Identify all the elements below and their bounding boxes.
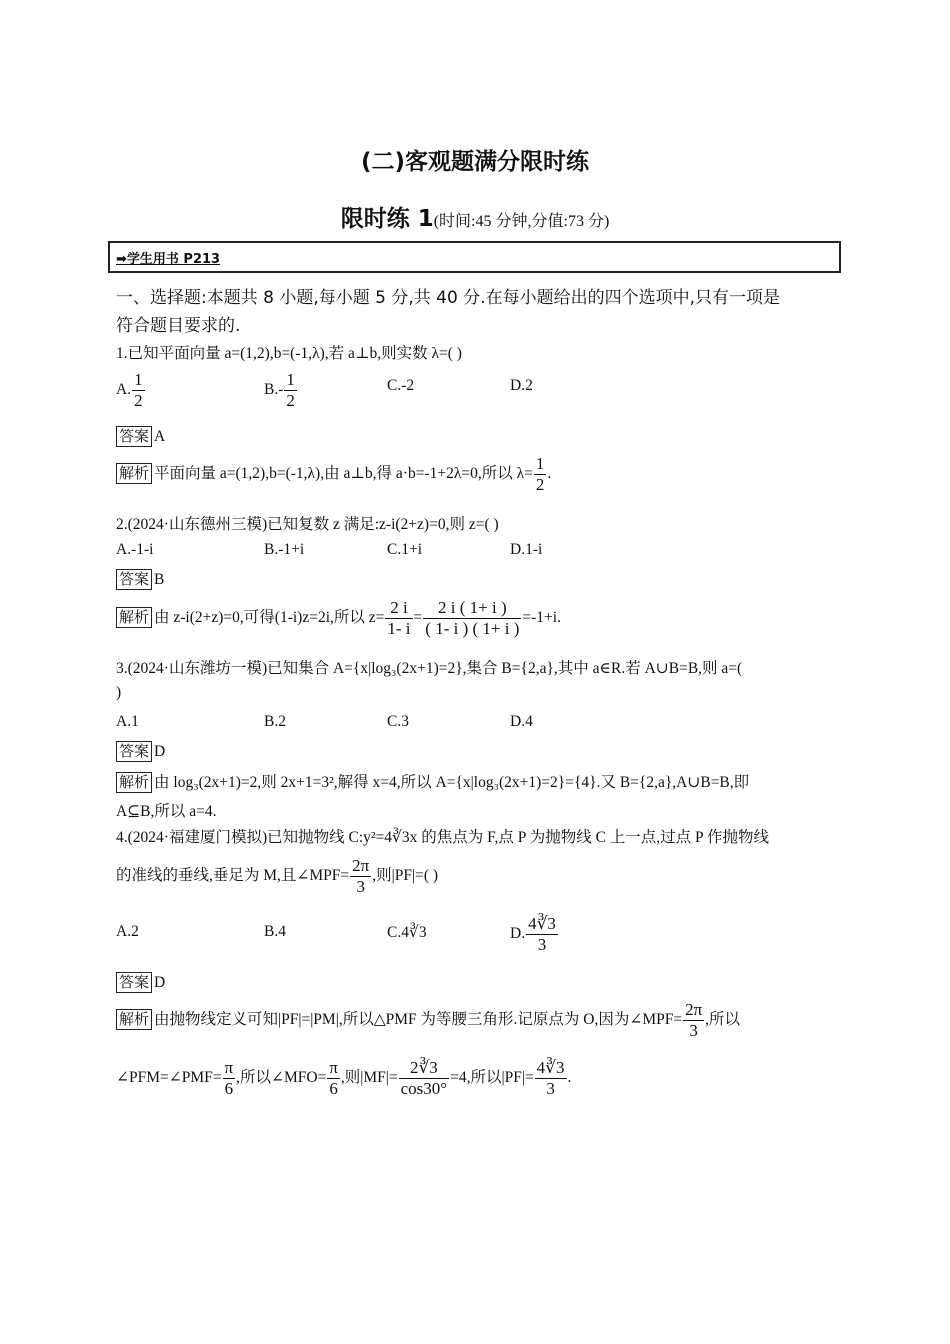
practice-meta: (时间:45 分钟,分值:73 分) xyxy=(433,213,610,230)
q4-option-d: D. $\frac{4∛3}{3}$ xyxy=(510,914,556,954)
q4-option-a: A.2 xyxy=(116,923,139,940)
q3-option-c: C.3 xyxy=(387,713,409,730)
student-book-ref: ➡学生用书 P213 xyxy=(116,252,221,267)
student-book-ref-box xyxy=(108,241,841,273)
q2-option-b: B.-1+i xyxy=(264,541,305,558)
q2-option-c: C.1+i xyxy=(387,541,423,558)
practice-title-row xyxy=(0,200,950,233)
q1-option-b: B.- $\frac{1}{2}$ xyxy=(264,370,295,410)
q4-stem-line2: 的准线的垂线,垂足为 M,且∠MPF= $\frac{2\pi}{3}$ ,则|PF|=( ) xyxy=(116,856,439,896)
q3-option-d: D.4 xyxy=(510,713,533,730)
q4-option-b: B.4 xyxy=(264,923,286,940)
q4-stem-line1: 4.(2024·福建厦门模拟)已知抛物线 C:y²=4∛3x 的焦点为 F,点 P 为抛物线 C 上一点,过点 P 作抛物线 xyxy=(116,829,769,846)
q3-stem-line2: ) xyxy=(116,684,122,701)
q1-answer: 答案 A xyxy=(116,426,165,447)
analysis-tag: 解析 xyxy=(116,463,152,484)
answer-tag: 答案 xyxy=(116,741,152,762)
q1-option-c: C.-2 xyxy=(387,377,415,394)
q3-analysis-line2: A⊆B,所以 a=4. xyxy=(116,803,217,820)
q2-answer: 答案 B xyxy=(116,569,164,590)
q1-analysis: 解析 平面向量 a=(1,2),b=(-1,λ),由 a⊥b,得 a·b=-1+2λ=0,所以 λ= $\frac{1}{2}$ . xyxy=(116,454,551,495)
q3-answer: 答案 D xyxy=(116,741,165,762)
analysis-tag: 解析 xyxy=(116,1009,152,1030)
practice-title: 限时练 1 xyxy=(340,206,434,232)
q2-analysis: 解析 由 z-i(2+z)=0,可得(1-i)z=2i,所以 z= $\frac{2 i}{1- i}$ = $\frac{2 i ( 1+ i )}{( 1- i ) ( 1+ i )}$ =-1+i. xyxy=(116,598,561,639)
q3-stem-line1: 3.(2024·山东潍坊一模)已知集合 A={x|log₃(2x+1)=2},集合 B={2,a},其中 a∈R.若 A∪B=B,则 a=( xyxy=(116,660,743,677)
q4-option-c: C.4∛3 xyxy=(387,924,427,941)
q3-option-a: A.1 xyxy=(116,713,139,730)
q2-option-d: D.1-i xyxy=(510,541,543,558)
q2-stem: 2.(2024·山东德州三模)已知复数 z 满足:z-i(2+z)=0,则 z=( ) xyxy=(116,516,499,533)
q4-analysis-line1: 解析 由抛物线定义可知|PF|=|PM|,所以△PMF 为等腰三角形.记原点为 O,因为∠MPF= $\frac{2\pi}{3}$ ,所以 xyxy=(116,1000,740,1041)
answer-tag: 答案 xyxy=(116,569,152,590)
section-title: (二)客观题满分限时练 xyxy=(360,149,590,175)
q4-answer: 答案 D xyxy=(116,972,165,993)
q3-option-b: B.2 xyxy=(264,713,286,730)
part1-line1: 一、选择题:本题共 8 小题,每小题 5 分,共 40 分.在每小题给出的四个选项中,只有一项是 xyxy=(116,288,781,308)
analysis-tag: 解析 xyxy=(116,607,152,628)
analysis-tag: 解析 xyxy=(116,772,152,793)
q1-option-a: A. $\frac{1}{2}$ xyxy=(116,370,143,410)
answer-tag: 答案 xyxy=(116,972,152,993)
part1-line2: 符合题目要求的. xyxy=(116,316,241,336)
q1-option-d: D.2 xyxy=(510,377,533,394)
q4-analysis-line2: ∠PFM=∠PMF= $\frac{\pi}{6}$ ,所以∠MFO= $\frac{\pi}{6}$ ,则|MF|= $\frac{2∛3}{\cos 30^\circ}$ =4,所以|PF|= $\frac{4∛3}{3}$ . xyxy=(116,1058,572,1098)
answer-tag: 答案 xyxy=(116,426,152,447)
q3-analysis-line1: 解析 由 log₃(2x+1)=2,则 2x+1=3²,解得 x=4,所以 A={x|log₃(2x+1)=2}={4}.又 B={2,a},A∪B=B,即 xyxy=(116,770,749,793)
q2-option-a: A.-1-i xyxy=(116,541,154,558)
q1-stem: 1.已知平面向量 a=(1,2),b=(-1,λ),若 a⊥b,则实数 λ=( ) xyxy=(116,345,462,362)
